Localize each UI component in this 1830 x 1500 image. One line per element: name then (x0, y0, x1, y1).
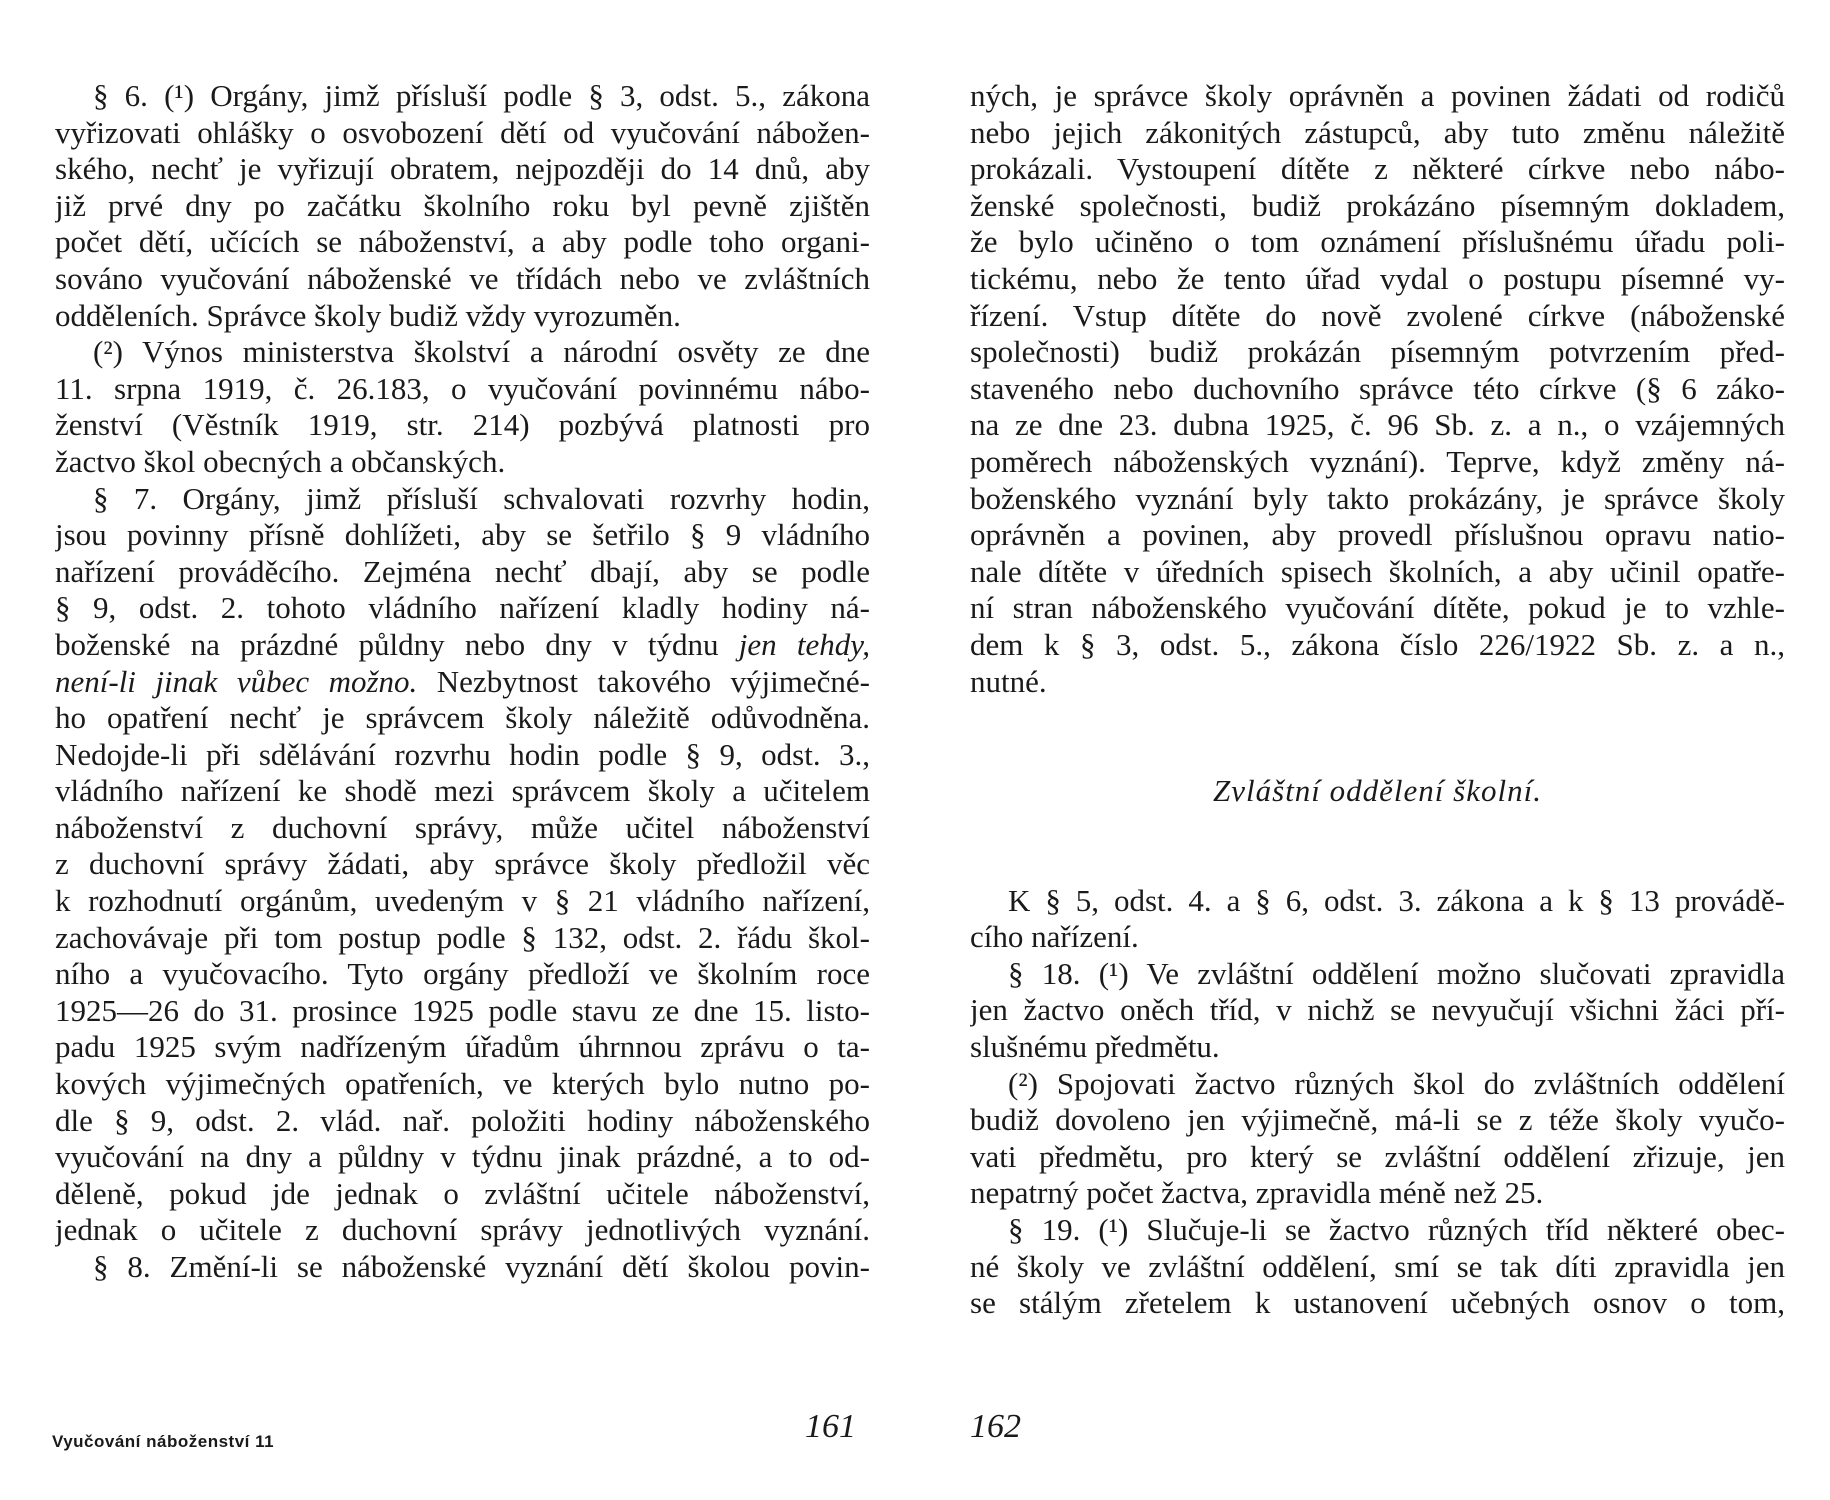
text-line (55, 883, 870, 920)
text-line (970, 1249, 1785, 1286)
line-text: cího nařízení. (970, 919, 1139, 955)
page-number-left: 161 (805, 1408, 856, 1445)
line-text: poměrech náboženských vyznání). Teprve, když změny ná- (970, 443, 1785, 479)
text-line (55, 407, 870, 444)
text-line (55, 481, 870, 518)
line-text: § 9, odst. 2. tohoto vládního nařízení kladly hodiny ná- (55, 590, 870, 626)
line-text: boženské na prázdné půldny nebo dny v týdnu (55, 626, 719, 662)
line-text: se stálým zřetelem k ustanovení učebných osnov o tom, (970, 1285, 1785, 1321)
text-line (970, 188, 1785, 225)
line-text: náboženství z duchovní správy, může učitel náboženství (55, 809, 870, 845)
spacer (970, 700, 1785, 773)
line-text: staveného nebo duchovního správce této církve (§ 6 záko- (970, 370, 1785, 406)
text-line (55, 115, 870, 152)
text-line (55, 1212, 870, 1249)
line-text: ženství (Věstník 1919, str. 214) pozbývá platnosti pro (55, 407, 870, 443)
line-text: boženského vyznání byly takto prokázány, je správce školy (970, 480, 1785, 516)
left-page-body (55, 78, 870, 1286)
text-line (970, 517, 1785, 554)
text-line (970, 664, 1785, 701)
italic-text: není-li jinak vůbec možno. (55, 663, 418, 699)
italic-text: jen tehdy, (738, 626, 870, 662)
text-line (970, 1212, 1785, 1249)
text-line (55, 920, 870, 957)
text-line (970, 444, 1785, 481)
text-line (970, 1175, 1785, 1212)
line-text: jednak o učitele z duchovní správy jednotlivých vyznání. (55, 1212, 870, 1248)
line-text: (²) Výnos ministerstva školství a národní osvěty ze dne (93, 334, 870, 370)
text-line (55, 846, 870, 883)
line-text: (²) Spojovati žactvo různých škol do zvláštních oddělení (1008, 1065, 1785, 1101)
page-number-right: 162 (970, 1408, 1021, 1445)
text-line (970, 992, 1785, 1029)
text-line (970, 334, 1785, 371)
line-text: ho opatření nechť je správcem školy náležitě odůvodněna. (55, 700, 870, 736)
text-line (970, 956, 1785, 993)
text-line (55, 773, 870, 810)
line-text: padu 1925 svým nadřízeným úřadům úhrnnou zprávu o ta- (55, 1029, 870, 1065)
text-line (55, 188, 870, 225)
line-text: ského, nechť je vyřizují obratem, nejpozději do 14 dnů, aby (55, 151, 870, 187)
line-text: řízení. Vstup dítěte do nově zvolené církve (náboženské (970, 297, 1785, 333)
text-line (970, 1102, 1785, 1139)
line-text: žactvo škol obecných a občanských. (55, 443, 506, 479)
text-line (55, 810, 870, 847)
text-line (970, 590, 1785, 627)
text-line (55, 1249, 870, 1286)
line-text: nebo jejich zákonitých zástupců, aby tuto změnu náležitě (970, 114, 1785, 150)
text-line (55, 554, 870, 591)
text-line (970, 371, 1785, 408)
line-text: sováno vyučování náboženské ve třídách nebo ve zvláštních (55, 260, 870, 296)
right-page-body (970, 78, 1785, 1322)
text-line (55, 1176, 870, 1213)
line-text: slušnému předmětu. (970, 1029, 1220, 1065)
line-text: § 6. (¹) Orgány, jimž přísluší podle § 3, odst. 5., zákona (93, 78, 870, 113)
text-line (55, 737, 870, 774)
text-line (55, 993, 870, 1030)
right-page-paragraphs-top (970, 78, 1785, 700)
line-text: Nedojde-li při sdělávání rozvrhu hodin podle § 9, odst. 3., (55, 736, 870, 772)
line-text: společnosti) budiž prokázán písemným potvrzením před- (970, 334, 1785, 370)
text-line (970, 151, 1785, 188)
line-text: že bylo učiněno o tom oznámení příslušnému úřadu poli- (970, 224, 1785, 260)
line-text: tickému, nebo že tento úřad vydal o postupu písemné vy- (970, 260, 1785, 296)
line-text: ných, je správce školy oprávněn a povinen žádati od rodičů (970, 78, 1785, 113)
text-line (55, 1103, 870, 1140)
line-text: nařízení prováděcího. Zejména nechť dbají, aby se podle (55, 553, 870, 589)
line-text: vládního nařízení ke shodě mezi správcem školy a učitelem (55, 773, 870, 809)
line-text: § 19. (¹) Slučuje-li se žactvo různých tříd některé obec- (1008, 1212, 1785, 1248)
text-line (970, 883, 1785, 920)
text-line (55, 298, 870, 335)
line-text: z duchovní správy žádati, aby správce školy předložil věc (55, 846, 870, 882)
line-text: k rozhodnutí orgánům, uvedeným v § 21 vládního nařízení, (55, 883, 870, 919)
line-text: kových výjimečných opatřeních, ve kterých bylo nutno po- (55, 1066, 870, 1102)
line-text: nale dítěte v úředních spisech školních, a aby učinil opatře- (970, 553, 1785, 589)
line-text: prokázali. Vystoupení dítěte z některé církve nebo nábo- (970, 151, 1785, 187)
text-line (970, 554, 1785, 591)
line-text: vati předmětu, pro který se zvláštní oddělení zřizuje, jen (970, 1138, 1785, 1174)
line-text: ženské společnosti, budiž prokázáno písemným dokladem, (970, 187, 1785, 223)
line-text: vyučování na dny a půldny v týdnu jinak prázdné, a to od- (55, 1139, 870, 1175)
line-text: budiž dovoleno jen výjimečně, má-li se z téže školy vyučo- (970, 1102, 1785, 1138)
text-line (970, 115, 1785, 152)
line-text: vyřizovati ohlášky o osvobození dětí od vyučování nábožen- (55, 114, 870, 150)
line-text: na ze dne 23. dubna 1925, č. 96 Sb. z. a n., o vzájemných (970, 407, 1785, 443)
text-line (970, 224, 1785, 261)
line-text: nutné. (970, 663, 1047, 699)
line-text: zachovávaje při tom postup podle § 132, odst. 2. řádu škol- (55, 919, 870, 955)
text-line (55, 1139, 870, 1176)
text-line (55, 334, 870, 371)
text-line (970, 627, 1785, 664)
text-line (55, 664, 870, 701)
line-text: jsou povinny přísně dohlížeti, aby se šetřilo § 9 vládního (55, 517, 870, 553)
text-line (55, 627, 870, 664)
text-line (55, 1066, 870, 1103)
text-line (55, 78, 870, 115)
line-text: ní stran náboženského vyučování dítěte, pokud je to vzhle- (970, 590, 1785, 626)
text-line (970, 919, 1785, 956)
text-line (55, 261, 870, 298)
line-text: 11. srpna 1919, č. 26.183, o vyučování povinnému nábo- (55, 370, 870, 406)
text-line (55, 590, 870, 627)
text-line (970, 481, 1785, 518)
line-text: děleně, pokud jde jednak o zvláštní učitele náboženství, (55, 1175, 870, 1211)
text-line (970, 1066, 1785, 1103)
text-line (970, 261, 1785, 298)
line-text: Nezbytnost takového výjimečné- (417, 663, 870, 699)
line-text: K § 5, odst. 4. a § 6, odst. 3. zákona a k § 13 provádě- (1008, 882, 1785, 918)
text-line (970, 298, 1785, 335)
line-text: nepatrný počet žactva, zpravidla méně než 25. (970, 1175, 1544, 1211)
text-line (55, 517, 870, 554)
text-line (970, 1285, 1785, 1322)
text-line (55, 1029, 870, 1066)
line-text: né školy ve zvláštní oddělení, smí se tak díti zpravidla jen (970, 1248, 1785, 1284)
line-text: § 7. Orgány, jimž přísluší schvalovati rozvrhy hodin, (93, 480, 870, 516)
text-line (55, 444, 870, 481)
text-line (55, 371, 870, 408)
text-line (55, 956, 870, 993)
line-text: § 18. (¹) Ve zvláštní oddělení možno slučovati zpravidla (1008, 955, 1785, 991)
line-text: dem k § 3, odst. 5., zákona číslo 226/1922 Sb. z. a n., (970, 626, 1785, 662)
line-text: 1925—26 do 31. prosince 1925 podle stavu ze dne 15. listo- (55, 992, 870, 1028)
line-text: ního a vyučovacího. Tyto orgány předloží ve školním roce (55, 956, 870, 992)
spacer (970, 810, 1785, 883)
text-line (970, 78, 1785, 115)
text-line (55, 224, 870, 261)
right-page (915, 0, 1830, 1500)
line-text: dle § 9, odst. 2. vlád. nař. položiti hodiny náboženského (55, 1102, 870, 1138)
line-text: jen žactvo oněch tříd, v nichž se nevyučují všichni žáci pří- (970, 992, 1785, 1028)
right-page-paragraphs-bottom (970, 883, 1785, 1322)
text-line (970, 1139, 1785, 1176)
page-footer-title: Vyučování náboženství 11 (52, 1432, 275, 1451)
text-line (970, 1029, 1785, 1066)
text-line (55, 151, 870, 188)
line-text: § 8. Změní-li se náboženské vyznání dětí školou povin- (93, 1249, 870, 1284)
line-text: odděleních. Správce školy budiž vždy vyrozuměn. (55, 297, 681, 333)
line-text: počet dětí, učících se náboženství, a aby podle toho organi- (55, 224, 870, 260)
line-text: již prvé dny po začátku školního roku byl pevně zjištěn (55, 187, 870, 223)
line-text: oprávněn a povinen, aby provedl příslušnou opravu natio- (970, 517, 1785, 553)
text-line (55, 700, 870, 737)
text-line (970, 407, 1785, 444)
section-heading: Zvláštní oddělení školní. (1213, 773, 1542, 809)
